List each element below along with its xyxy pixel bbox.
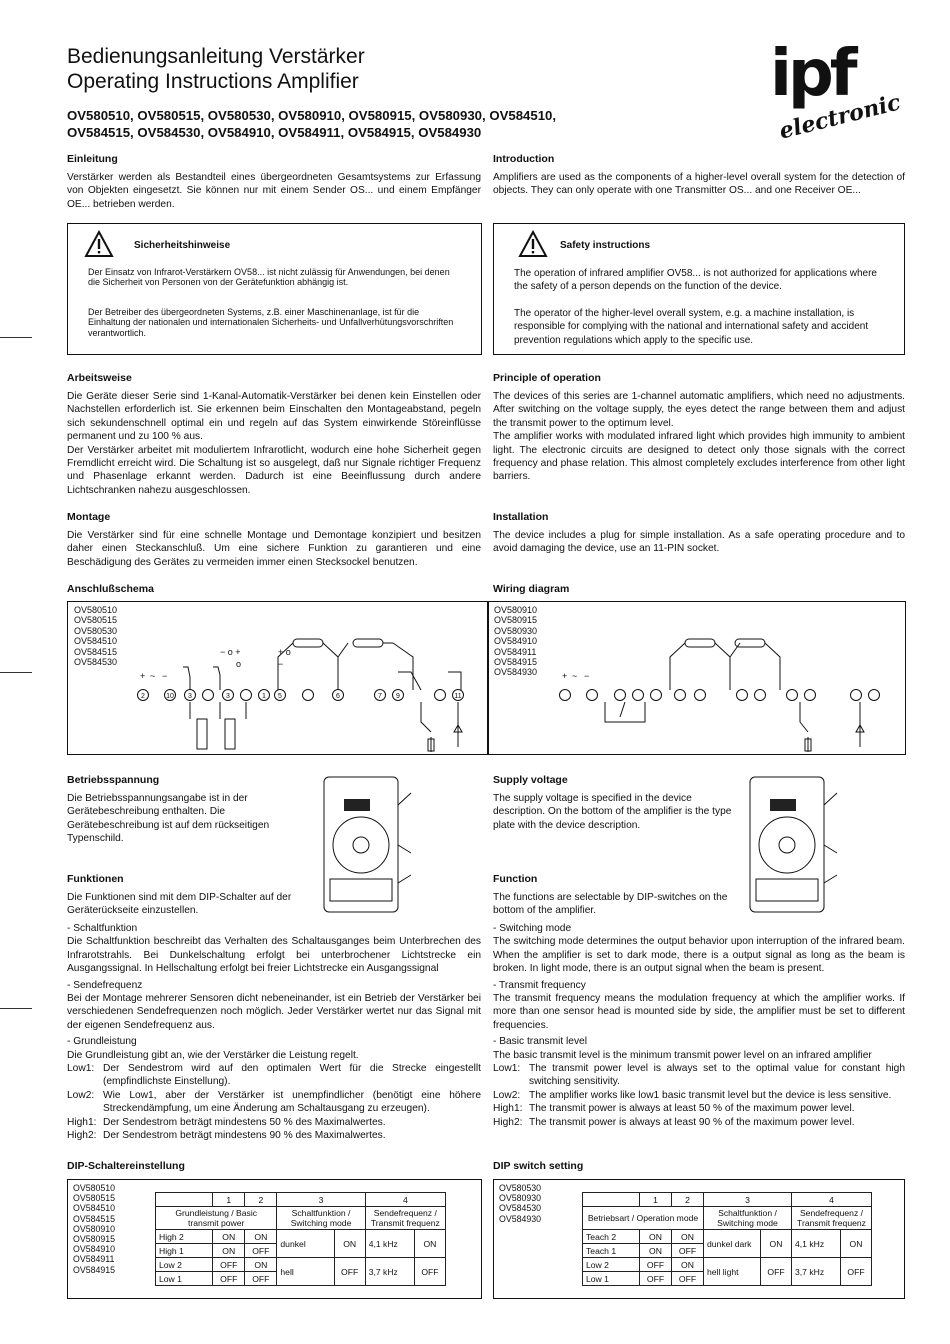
amplifier-device-drawing bbox=[744, 775, 839, 915]
level-key: High2: bbox=[67, 1130, 97, 1142]
section-heading-dip-de: DIP-Schaltereinstellung bbox=[67, 1160, 185, 1172]
level-value: The transmit power is always at least 50 % of the maximum power level. bbox=[529, 1103, 855, 1115]
section-heading-wiring-en: Wiring diagram bbox=[493, 583, 570, 595]
section-heading-wiring-de: Anschlußschema bbox=[67, 583, 154, 595]
model-label: OV580530 bbox=[499, 1183, 542, 1193]
dip-value: OFF bbox=[761, 1258, 792, 1286]
dip-value: OFF bbox=[640, 1258, 672, 1272]
dip-value: OFF bbox=[334, 1258, 365, 1286]
model-label: OV580510 bbox=[74, 605, 118, 615]
svg-text:2: 2 bbox=[141, 693, 145, 700]
dip-models-de bbox=[73, 1183, 115, 1275]
svg-text:5: 5 bbox=[278, 693, 282, 700]
freq-text: Bei der Montage mehrerer Sensoren dicht nebeneinander, ist ein Betrieb der Verstärker bei verschiedenen Sendefrequenzen noch möglich. Jeder Verstärker wertet nur das Signal mit der eigenen Sendefrequenz aus. bbox=[67, 993, 481, 1031]
margin-mark bbox=[0, 1008, 32, 1009]
dip-value: ON bbox=[334, 1230, 365, 1258]
level-value: Der Sendestrom beträgt mindestens 50 % des Maximalwertes. bbox=[103, 1116, 386, 1128]
dip-subheader: Sendefrequenz / Transmit frequenz bbox=[365, 1207, 445, 1230]
svg-text:− o +: − o + bbox=[220, 647, 241, 657]
model-label: OV584910 bbox=[494, 636, 538, 647]
svg-text:+ o: + o bbox=[278, 647, 291, 657]
level-value: Wie Low1, aber der Verstärker ist unempfindlicher (benötigt eine höhere Streckendämpfung, um eine Änderung am Schaltausgang zu erzeugen). bbox=[103, 1089, 481, 1115]
dip-value: ON bbox=[761, 1230, 792, 1258]
model-label: OV584915 bbox=[73, 1264, 116, 1275]
intro-text-en: Amplifiers are used as the components of a higher-level overall system for the detection of objects. They can only operate with one Transmitter OS... and one Receiver OE... bbox=[493, 172, 905, 197]
work-text-en bbox=[493, 390, 905, 484]
functions-detail-de bbox=[67, 922, 481, 1143]
level-item bbox=[67, 1062, 481, 1089]
logo-main: ipf bbox=[770, 37, 854, 111]
base-heading: - Grundleistung bbox=[67, 1036, 137, 1048]
func-text-de: Die Funktionen sind mit dem DIP-Schalter auf der Geräterückseite einzustellen. bbox=[67, 892, 292, 917]
model-label: OV580510 bbox=[73, 1183, 116, 1193]
dip-subheader: Schaltfunktion / Switching mode bbox=[277, 1207, 365, 1230]
level-value: The transmit power level is always set to the optimal value for constant high switching sensitivity. bbox=[529, 1063, 905, 1088]
work-paragraph: Die Geräte dieser Serie sind 1-Kanal-Automatik-Verstärker bei denen kein Einstellen oder Nachstellen erforderlich ist. Sie erkennen beim Einschalten den Montageabstand, pegeln sich sekundenschnell optimal ein und regeln auf das System einwirkende Störeinflüsse permanent und zu 100 % aus. bbox=[67, 391, 481, 443]
safety-box-en bbox=[493, 223, 905, 355]
safety-heading-de: Sicherheitshinweise bbox=[134, 240, 231, 251]
dip-header: 3 bbox=[704, 1193, 792, 1207]
model-label: OV580915 bbox=[494, 615, 538, 626]
model-label: OV580930 bbox=[499, 1193, 542, 1204]
level-value: Der Sendestrom beträgt mindestens 90 % des Maximalwertes. bbox=[103, 1130, 386, 1142]
level-key: Low1: bbox=[493, 1063, 521, 1075]
dip-value: OFF bbox=[672, 1272, 704, 1286]
model-label: OV580930 bbox=[494, 625, 538, 636]
functions-detail-en bbox=[493, 922, 905, 1129]
dip-row-name: Teach 1 bbox=[583, 1244, 640, 1258]
dip-value: OFF bbox=[213, 1258, 245, 1272]
warning-triangle-icon bbox=[518, 230, 548, 258]
wiring-models-en bbox=[494, 605, 537, 678]
wiring-diagram bbox=[67, 601, 906, 755]
model-label: OV584911 bbox=[494, 646, 537, 657]
dip-table-en bbox=[582, 1192, 872, 1286]
dip-freq: 3,7 kHz bbox=[792, 1258, 841, 1286]
safety-text-en-1: The operation of infrared amplifier OV58... is not authorized for applications where the safety of a person depends on the function of the device. bbox=[514, 268, 877, 293]
model-label: OV584930 bbox=[494, 667, 538, 678]
safety-box-de bbox=[67, 223, 482, 355]
model-label: OV580530 bbox=[74, 625, 118, 636]
dip-header: 3 bbox=[277, 1193, 365, 1207]
switch-heading: - Schaltfunktion bbox=[67, 923, 138, 934]
level-item bbox=[67, 1089, 481, 1116]
dip-value: ON bbox=[672, 1258, 704, 1272]
model-label: OV580515 bbox=[73, 1193, 116, 1204]
dip-freq: 4,1 kHz bbox=[365, 1230, 414, 1258]
dip-row-name: High 2 bbox=[156, 1230, 213, 1244]
dip-value: OFF bbox=[414, 1258, 445, 1286]
svg-text:9: 9 bbox=[396, 693, 400, 700]
svg-text:+: + bbox=[140, 671, 146, 681]
dip-cell bbox=[156, 1193, 213, 1207]
model-label: OV584915 bbox=[494, 657, 538, 668]
level-key: Low2: bbox=[67, 1089, 95, 1101]
dip-value: ON bbox=[841, 1230, 872, 1258]
dip-cell bbox=[583, 1193, 640, 1207]
dip-freq: 4,1 kHz bbox=[792, 1230, 841, 1258]
section-heading-work-de: Arbeitsweise bbox=[67, 372, 132, 384]
work-paragraph: The devices of this series are 1-channel automatic amplifiers, which need no adjustments. After switching on the voltage supply, the eyes detect the range between them and adjust the transmit power to the optimum level. bbox=[493, 391, 905, 429]
level-item bbox=[493, 1116, 905, 1129]
switch-heading: - Switching mode bbox=[493, 923, 572, 934]
freq-heading: - Sendefrequenz bbox=[67, 979, 143, 991]
dip-value: OFF bbox=[213, 1272, 245, 1286]
dip-value: OFF bbox=[640, 1272, 672, 1286]
mount-text-en: The device includes a plug for simple installation. As a safe operating procedure and to avoid damaging the device, use an 11-PIN socket. bbox=[493, 530, 905, 555]
pin-circles bbox=[138, 690, 464, 701]
model-label: OV584515 bbox=[74, 646, 118, 657]
freq-text: The transmit frequency means the modulation frequency at which the amplifier works. If more than one sensor head is mounted side by side, the amplifier must be set to different frequencies. bbox=[493, 993, 905, 1031]
base-text: The basic transmit level is the minimum transmit power level on an infrared amplifier bbox=[493, 1049, 872, 1061]
svg-text:−: − bbox=[278, 659, 284, 669]
title-german: Bedienungsanleitung Verstärker bbox=[67, 45, 365, 68]
switch-text: The switching mode determines the output behavior upon interruption of the infrared beam. When the amplifier is set to dark mode, there is a output signal as long as the beam is broken. In light mode, there is an output signal when the beam is present. bbox=[493, 936, 905, 975]
model-label: OV584930 bbox=[499, 1213, 542, 1224]
dip-value: ON bbox=[245, 1230, 277, 1244]
level-key: Low1: bbox=[67, 1063, 95, 1075]
dip-header: 4 bbox=[365, 1193, 445, 1207]
svg-text:3: 3 bbox=[226, 693, 230, 700]
mount-text-de: Die Verstärker sind für eine schnelle Montage und Demontage konzipiert und besitzen daher einen Steckanschluß. Um eine sichere Funktion zu garantieren und eine Beschädigung des Gerätes zu vermeiden immer einen Stecksockel benutzen. bbox=[67, 530, 481, 568]
svg-text:10: 10 bbox=[166, 693, 174, 700]
svg-text:3: 3 bbox=[188, 693, 192, 700]
section-heading-work-en: Principle of operation bbox=[493, 372, 601, 384]
dip-row-name: Low 1 bbox=[583, 1272, 640, 1286]
wiring-divider bbox=[487, 602, 489, 754]
model-label: OV580515 bbox=[74, 615, 118, 626]
ipf-logo bbox=[760, 37, 904, 145]
dip-freq: 3,7 kHz bbox=[365, 1258, 414, 1286]
level-item bbox=[67, 1116, 481, 1129]
dip-value: ON bbox=[414, 1230, 445, 1258]
level-key: Low2: bbox=[493, 1089, 521, 1101]
dip-mode: hell bbox=[277, 1258, 334, 1286]
section-heading-func-de: Funktionen bbox=[67, 873, 124, 885]
switch-text: Die Schaltfunktion beschreibt das Verhalten des Schaltausganges beim Unterbrechen des Infrarotstrahls. Bei Dunkelschaltung erfolgt bei unterbrochener Lichtstrecke ein Ausgangssignal. In Hellschaltung erfolgt bei freier Lichtstrecke ein Ausgangssignal bbox=[67, 936, 481, 975]
dip-subheader: Betriebsart / Operation mode bbox=[583, 1207, 704, 1230]
dip-value: OFF bbox=[672, 1244, 704, 1258]
level-item bbox=[493, 1089, 905, 1102]
model-label: OV580910 bbox=[73, 1223, 116, 1234]
level-key: High1: bbox=[493, 1103, 523, 1115]
svg-text:1: 1 bbox=[262, 693, 266, 700]
safety-text-de-2: Der Betreiber des übergeordneten Systems, z.B. einer Maschinenanlage, ist für die Einhaltung der nationalen und internationalen Sicherheits- und Unfallverhütungsvorschriften verantwortlich. bbox=[88, 307, 454, 338]
model-label: OV584510 bbox=[73, 1203, 116, 1214]
work-paragraph: The amplifier works with modulated infrared light which provides high immunity to ambient light. The electronic circuits are designed to detect only those signals with the correct frequency and phase relation. This almost completely excludes interference from other light barriers. bbox=[493, 431, 905, 483]
model-label: OV584530 bbox=[499, 1203, 542, 1214]
section-heading-dip-en: DIP switch setting bbox=[493, 1160, 584, 1172]
dip-value: OFF bbox=[245, 1272, 277, 1286]
work-paragraph: Der Verstärker arbeitet mit moduliertem Infrarotlicht, wodurch eine hohe Sicherheit gegen Fremdlicht erreicht wird. Die Schaltung ist so ausgelegt, daß nur Signale richtiger Frequenz und Phasenlage erkannt werden. Dadurch ist eine Beeinflussung durch andere Lichtschranken nahezu ausgeschlossen. bbox=[67, 444, 481, 496]
dip-row-name: Teach 2 bbox=[583, 1230, 640, 1244]
dip-box-en bbox=[493, 1179, 905, 1299]
level-key: High2: bbox=[493, 1116, 523, 1128]
svg-text:−: − bbox=[584, 671, 590, 681]
section-heading-supply-en: Supply voltage bbox=[493, 774, 568, 786]
wiring-models-de bbox=[74, 605, 117, 667]
safety-heading-en: Safety instructions bbox=[560, 240, 651, 251]
svg-text:~: ~ bbox=[150, 671, 156, 681]
func-text-en: The functions are selectable by DIP-switches on the bottom of the amplifier. bbox=[493, 892, 728, 917]
model-label: OV580910 bbox=[494, 605, 538, 615]
dip-header: 2 bbox=[672, 1193, 704, 1207]
dip-header: 1 bbox=[213, 1193, 245, 1207]
svg-text:~: ~ bbox=[572, 671, 578, 681]
work-text-de bbox=[67, 390, 481, 497]
base-heading: - Basic transmit level bbox=[493, 1036, 587, 1048]
dip-value: ON bbox=[640, 1230, 672, 1244]
dip-row-name: High 1 bbox=[156, 1244, 213, 1258]
dip-mode: hell light bbox=[704, 1258, 761, 1286]
supply-text-de: Die Betriebsspannungsangabe ist in der Gerätebeschreibung enthalten. Die Gerätebeschreibung ist auf dem rückseitigen Typenschild. bbox=[67, 793, 270, 845]
dip-value: ON bbox=[672, 1230, 704, 1244]
model-label: OV580915 bbox=[73, 1234, 116, 1245]
dip-value: ON bbox=[213, 1230, 245, 1244]
model-label: OV584515 bbox=[73, 1213, 116, 1224]
wiring-schematic-left bbox=[128, 627, 478, 752]
dip-value: ON bbox=[640, 1244, 672, 1258]
base-text: Die Grundleistung gibt an, wie der Verstärker die Leistung regelt. bbox=[67, 1049, 359, 1061]
level-item bbox=[493, 1102, 905, 1115]
section-heading-intro-de: Einleitung bbox=[67, 153, 118, 165]
dip-box-de bbox=[67, 1179, 482, 1299]
level-item bbox=[67, 1129, 481, 1142]
dip-value: OFF bbox=[245, 1244, 277, 1258]
svg-text:+: + bbox=[562, 671, 568, 681]
section-heading-supply-de: Betriebsspannung bbox=[67, 774, 160, 786]
pin-circles bbox=[560, 690, 880, 701]
dip-header: 1 bbox=[640, 1193, 672, 1207]
dip-header: 4 bbox=[792, 1193, 872, 1207]
freq-heading: - Transmit frequency bbox=[493, 979, 586, 991]
section-heading-mount-de: Montage bbox=[67, 511, 111, 523]
level-item bbox=[493, 1062, 905, 1089]
model-label: OV584910 bbox=[73, 1244, 116, 1255]
level-value: The amplifier works like low1 basic transmit level but the device is less sensitive. bbox=[529, 1089, 892, 1101]
intro-text-de: Verstärker werden als Bestandteil eines übergeordneten Gesamtsystems zur Erfassung von Objekten eingesetzt. Sie können nur mit einem Sender OS... und einem Empfänger OE... betrieben werden. bbox=[67, 172, 481, 210]
warning-triangle-icon bbox=[84, 230, 114, 258]
dip-subheader: Sendefrequenz / Transmit frequenz bbox=[792, 1207, 872, 1230]
model-label: OV584911 bbox=[73, 1254, 115, 1265]
svg-text:o: o bbox=[236, 659, 242, 669]
margin-mark bbox=[0, 672, 32, 673]
dip-row-name: Low 2 bbox=[583, 1258, 640, 1272]
model-label: OV584530 bbox=[74, 657, 118, 668]
wiring-schematic-right bbox=[550, 627, 900, 752]
page-title bbox=[67, 44, 667, 94]
level-value: Der Sendestrom wird auf den optimalen Wert für die Strecke eingestellt (empfindlichste Einstellung). bbox=[103, 1063, 481, 1088]
dip-row-name: Low 1 bbox=[156, 1272, 213, 1286]
supply-text-en: The supply voltage is specified in the device description. On the bottom of the amplifier is the type plate with the device description. bbox=[493, 793, 732, 831]
dip-table-de bbox=[155, 1192, 446, 1286]
safety-text-de-1: Der Einsatz von Infrarot-Verstärkern OV58... ist nicht zulässig für Anwendungen, bei denen die Sicherheit von Personen von der Gerätefunktion abhängig ist. bbox=[88, 267, 450, 288]
dip-row-name: Low 2 bbox=[156, 1258, 213, 1272]
svg-text:−: − bbox=[162, 671, 168, 681]
section-heading-func-en: Function bbox=[493, 873, 538, 885]
title-english: Operating Instructions Amplifier bbox=[67, 70, 359, 93]
svg-text:11: 11 bbox=[454, 693, 462, 700]
dip-mode: dunkel bbox=[277, 1230, 334, 1258]
amplifier-device-drawing bbox=[318, 775, 413, 915]
dip-value: ON bbox=[213, 1244, 245, 1258]
dip-models-en bbox=[499, 1183, 541, 1224]
logo-sub: electronic bbox=[776, 89, 904, 145]
svg-text:7: 7 bbox=[378, 693, 382, 700]
model-list-line: OV584515, OV584530, OV584910, OV584911, OV584915, OV584930 bbox=[67, 125, 482, 140]
dip-subheader: Grundleistung / Basic transmit power bbox=[156, 1207, 277, 1230]
dip-value: ON bbox=[245, 1258, 277, 1272]
dip-value: OFF bbox=[841, 1258, 872, 1286]
margin-mark bbox=[0, 337, 32, 338]
dip-subheader: Schaltfunktion / Switching mode bbox=[704, 1207, 792, 1230]
dip-mode: dunkel dark bbox=[704, 1230, 761, 1258]
section-heading-intro-en: Introduction bbox=[493, 153, 555, 165]
model-label: OV584510 bbox=[74, 636, 118, 647]
level-key: High1: bbox=[67, 1116, 97, 1128]
model-list bbox=[67, 107, 747, 141]
level-value: The transmit power is always at least 90 % of the maximum power level. bbox=[529, 1116, 855, 1128]
model-list-line: OV580510, OV580515, OV580530, OV580910, OV580915, OV580930, OV584510, bbox=[67, 108, 557, 123]
safety-text-en-2: The operator of the higher-level overall system, e.g. a machine installation, is responsible for complying with the national and international safety and accident prevention regulations which apply to the specific use. bbox=[514, 308, 869, 346]
svg-text:6: 6 bbox=[336, 693, 340, 700]
dip-header: 2 bbox=[245, 1193, 277, 1207]
section-heading-mount-en: Installation bbox=[493, 511, 549, 523]
